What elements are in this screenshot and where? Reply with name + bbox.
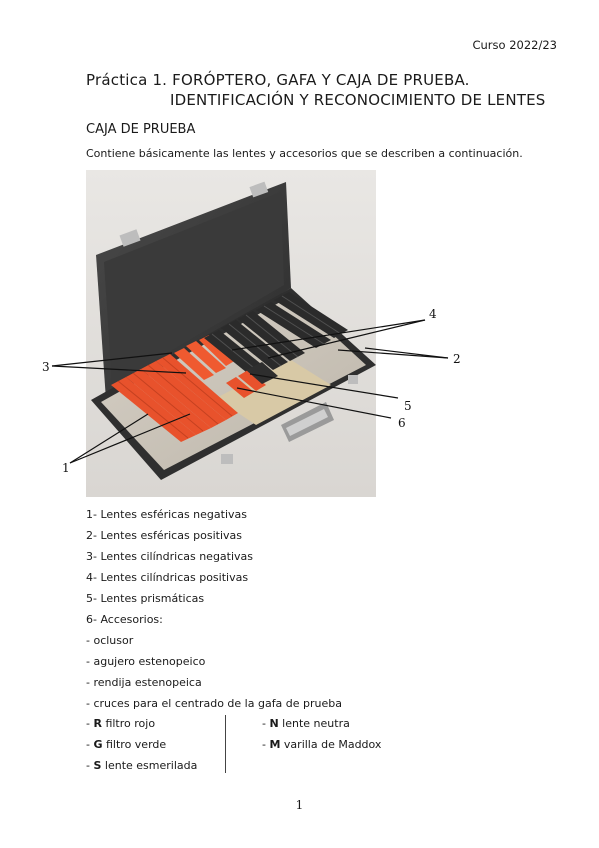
list-item: - agujero estenopeico (86, 655, 206, 668)
callout-5: 5 (404, 399, 412, 413)
filter-item: - R filtro rojo (86, 717, 156, 730)
title-line-2: IDENTIFICACIÓN Y RECONOCIMIENTO DE LENTES (170, 91, 546, 109)
callout-6: 6 (398, 416, 406, 430)
filter-column-left (86, 713, 197, 776)
list-item: 3- Lentes cilíndricas negativas (86, 550, 254, 563)
list-item: - oclusor (86, 634, 134, 647)
list-item: 4- Lentes cilíndricas positivas (86, 571, 249, 584)
filter-item: - G filtro verde (86, 738, 167, 751)
course-year: Curso 2022/23 (472, 38, 557, 52)
trial-lens-case-photo (86, 170, 376, 497)
callout-1: 1 (62, 461, 70, 475)
lens-list (86, 504, 342, 714)
title-line-1: Práctica 1. FORÓPTERO, GAFA Y CAJA DE PRUEBA. (86, 71, 470, 89)
filter-column-right (262, 713, 381, 755)
trial-lens-case-image (86, 170, 376, 497)
page-title (86, 70, 546, 110)
filter-item: - M varilla de Maddox (262, 738, 382, 751)
list-item: 5- Lentes prismáticas (86, 592, 205, 605)
list-item: 2- Lentes esféricas positivas (86, 529, 243, 542)
column-divider (225, 715, 226, 773)
page-number: 1 (295, 798, 304, 812)
list-item: - rendija estenopeica (86, 676, 202, 689)
filter-item: - N lente neutra (262, 717, 350, 730)
filter-item: - S lente esmerilada (86, 759, 198, 772)
intro-paragraph: Contiene básicamente las lentes y accesorios que se describen a continuación. (86, 147, 523, 160)
section-heading: CAJA DE PRUEBA (86, 122, 196, 137)
list-item: 6- Accesorios: (86, 613, 163, 626)
callout-3: 3 (42, 360, 50, 374)
list-item: 1- Lentes esféricas negativas (86, 508, 247, 521)
callout-4: 4 (429, 307, 437, 321)
list-item: - cruces para el centrado de la gafa de prueba (86, 697, 343, 710)
callout-2: 2 (453, 352, 461, 366)
